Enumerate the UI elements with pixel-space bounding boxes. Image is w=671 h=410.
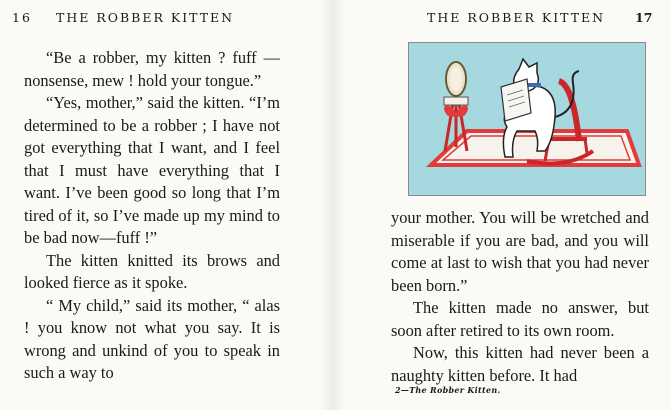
paragraph: “Be a robber, my kitten ? fuff —nonsense, mew ! hold your tongue.”	[24, 48, 280, 90]
mirror-on-stand-icon	[444, 62, 468, 151]
paragraph: “Yes, mother,” said the kitten. “I’m determined to be a robber ; I have not got everything that I want, and I feel that I must have everything that I want. I’ve been good so long that I’m tired of it, so I’ve made up my mind to be bad now—fuff !”	[24, 93, 280, 247]
left-page-number: 16	[12, 10, 32, 25]
paragraph: Now, this kitten had never been a naughty kitten before. It had	[391, 343, 649, 385]
signature-mark: 2—The Robber Kitten.	[395, 385, 501, 395]
red-bordered-rug-icon	[431, 131, 639, 165]
left-running-title: THE ROBBER KITTEN	[56, 10, 235, 25]
left-page	[0, 0, 320, 410]
right-page-number: 17	[635, 10, 653, 25]
book-gutter	[322, 0, 344, 410]
illustration	[408, 42, 646, 196]
right-body-text	[391, 207, 649, 387]
paragraph: The kitten made no answer, but soon after retired to its own room.	[391, 298, 649, 340]
left-body-text	[24, 47, 280, 385]
paragraph: “ My child,” said its mother, “ alas ! you know not what you say. It is wrong and unkind of you to speak in such a way to	[24, 295, 280, 382]
paragraph: your mother. You will be wretched and miserable if you are bad, and you will come at last to wish that you had never been born.”	[391, 208, 649, 295]
illustration-drawing	[409, 43, 645, 195]
paragraph: The kitten knitted its brows and looked fierce as it spoke.	[24, 250, 280, 292]
right-page	[345, 0, 671, 410]
right-running-title: THE ROBBER KITTEN	[427, 10, 606, 25]
